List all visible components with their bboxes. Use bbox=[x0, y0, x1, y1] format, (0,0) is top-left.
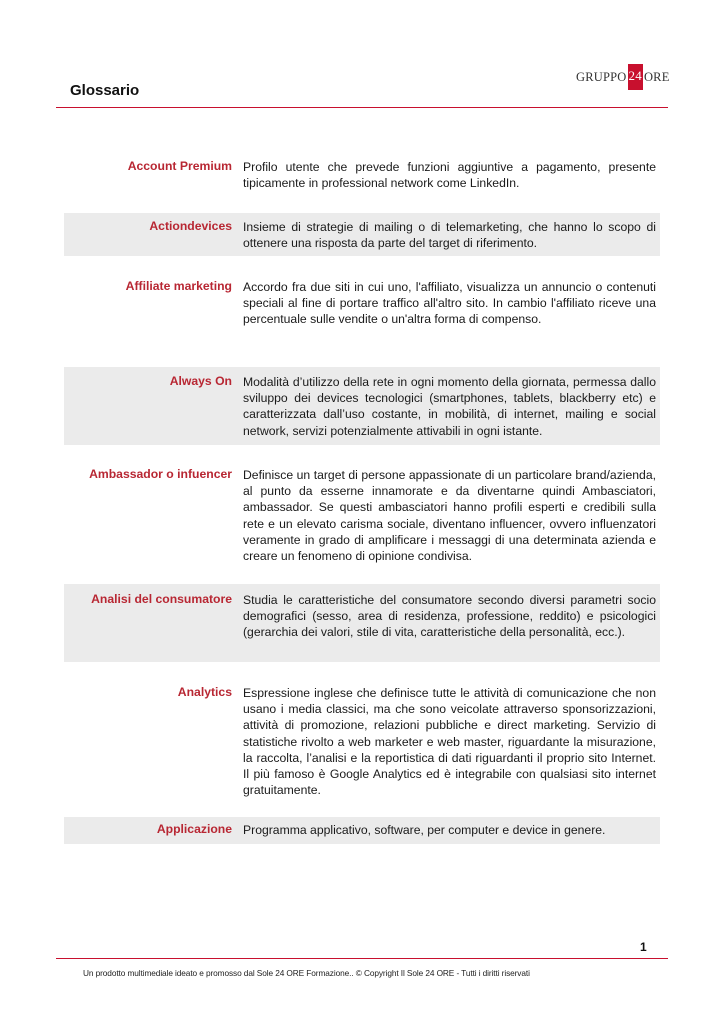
logo-box: 24 bbox=[628, 64, 643, 90]
glossary-term: Analytics bbox=[177, 685, 232, 699]
glossary-definition: Programma applicativo, software, per computer e device in genere. bbox=[243, 823, 606, 837]
glossary-entry bbox=[64, 460, 660, 580]
glossary-entry bbox=[64, 272, 660, 344]
brand-logo bbox=[576, 64, 670, 90]
glossary-entry bbox=[64, 213, 660, 256]
page-number: 1 bbox=[640, 940, 647, 954]
header-divider bbox=[56, 107, 668, 108]
glossary-term: Analisi del consumatore bbox=[91, 592, 232, 606]
glossary-definition: Profilo utente che prevede funzioni aggiuntive a pagamento, presente tipicamente in professional network come LinkedIn. bbox=[243, 160, 656, 191]
logo-prefix: GRUPPO bbox=[576, 69, 627, 84]
glossary-definition: Insieme di strategie di mailing o di telemarketing, che hanno lo scopo di ottenere una risposta da parte del target di riferimento. bbox=[243, 220, 656, 251]
glossary-entry bbox=[64, 817, 660, 844]
page-title: Glossario bbox=[70, 82, 140, 99]
glossary-definition: Accordo fra due siti in cui uno, l'affiliato, visualizza un annuncio o contenuti speciali al fine di portare traffico all'altro sito. In cambio l'affiliato riceve una percentuale sulle vendite o un'altra forma di compenso. bbox=[243, 280, 656, 327]
glossary-term: Ambassador o infuencer bbox=[89, 467, 232, 481]
glossary-entry bbox=[64, 584, 660, 662]
glossary-definition: Studia le caratteristiche del consumatore secondo diversi parametri socio demografici (sesso, area di residenza, professione, reddito) e psicologici (gerarchia dei valori, stile di vita, caratteristiche della personalità, ecc.). bbox=[243, 593, 656, 640]
logo-suffix: ORE bbox=[643, 69, 670, 84]
glossary-entry bbox=[64, 367, 660, 445]
glossary-term: Account Premium bbox=[127, 159, 232, 173]
glossary-entry bbox=[64, 678, 660, 802]
glossary-term: Actiondevices bbox=[149, 219, 232, 233]
glossary-definition: Modalità d’utilizzo della rete in ogni momento della giornata, permessa dallo sviluppo dei devices tecnologici (smartphones, tablets, blackberry etc) e caratterizzata dall’uso costante, in mobilità, di internet, mailing e social network, servizi potenzialmente attivabili in ogni istante. bbox=[243, 375, 656, 438]
glossary-term: Always On bbox=[169, 374, 232, 388]
glossary-term: Applicazione bbox=[156, 822, 232, 836]
glossary-entry bbox=[64, 150, 660, 194]
footer-divider bbox=[56, 958, 668, 959]
glossary-definition: Definisce un target di persone appassionate di un particolare brand/azienda, al punto da esserne innamorate e da diventarne quindi Ambasciatori, ambassador. Se questi ambasciatori hanno profili esperti e credibili sulla rete e un elevato carisma sociale, diventano influencer, ovvero influenzatori veramente in grado di amplificare i messaggi di una determinata azienda e creare un fenomeno di opinione condivisa. bbox=[243, 468, 656, 564]
footer-copyright: Un prodotto multimediale ideato e promosso dal Sole 24 ORE Formazione.. © Copyright Il Sole 24 ORE - Tutti i diritti riservati bbox=[83, 968, 530, 978]
glossary-term: Affiliate marketing bbox=[125, 279, 232, 293]
glossary-definition: Espressione inglese che definisce tutte le attività di comunicazione che non usano i media classici, ma che sono veicolate attraverso sponsorizzazioni, attività di promozione, relazioni pubbliche e direct marketing. Servizio di statistiche rivolto a web marketer e web master, riguardante la misurazione, la raccolta, l’analisi e la reportistica di dati riguardanti il proprio sito Internet. Il più famoso è Google Analytics ed è integrabile con qualsiasi sito internet gratuitamente. bbox=[243, 686, 656, 798]
